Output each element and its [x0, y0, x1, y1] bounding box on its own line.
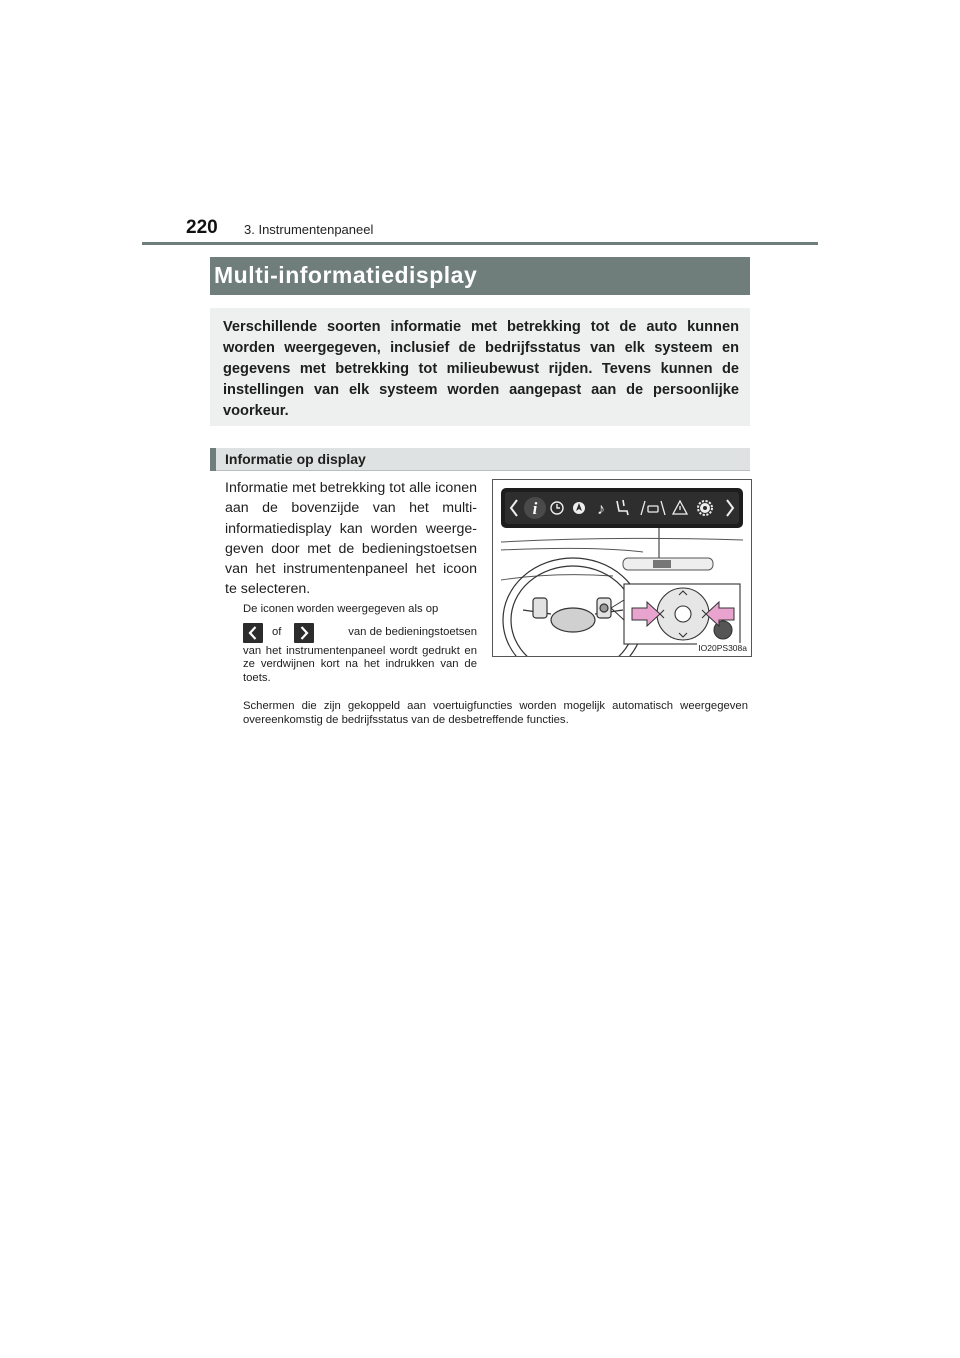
page-title: Multi-informatiedisplay: [214, 262, 478, 288]
chapter-title: 3. Instrumentenpaneel: [244, 222, 374, 237]
note-line-1: De iconen worden weergegeven als op: [243, 603, 439, 615]
page-number: 220: [186, 217, 218, 238]
gear-icon: [698, 501, 712, 515]
note-buttons-line: [243, 622, 477, 644]
intro-text: Verschillende soorten informatie met betrekking tot de auto kunnen worden weergegeven, inclusief de bedrijfsstatus van elk systeem en gegevens met betrekking tot milieubewust rijden. Tevens kunnen de instellingen van elk systeem worden aangepast aan de persoonlijke voorkeur.: [223, 319, 739, 419]
header-rule: [142, 242, 818, 245]
section-heading: Informatie op display: [225, 451, 366, 467]
intro-box: [210, 308, 750, 426]
navigation-icon: [573, 502, 585, 514]
dashboard-outline: [501, 538, 743, 580]
info-icon: i: [532, 499, 538, 518]
section-body: Informatie met betrekking tot alle iconen aan de bovenzijde van het multiinformatiedisplay kan worden weergegeven door met de bedieningstoetsen van het instrumentenpaneel het icoon te selecteren.: [225, 480, 477, 598]
note-after: van de bedieningstoetsen: [348, 625, 477, 638]
section-heading-bar: [210, 448, 750, 471]
figure-label: IO20PS308a: [698, 643, 747, 653]
note-block: [243, 603, 477, 685]
title-bar: [210, 257, 750, 295]
note-or: of: [272, 625, 282, 638]
display-strip: [501, 488, 743, 528]
steering-wheel: [503, 558, 643, 656]
section-accent: [210, 448, 216, 471]
note-2: Schermen die zijn gekoppeld aan voertuigfuncties worden mogelijk automatisch weergegeven overeenkomstig de bedrijfsstatus van de desbetreffende functies.: [243, 700, 748, 726]
music-note-icon: ♪: [597, 501, 605, 518]
note-rest: van het instrumentenpaneel wordt gedrukt en ze verdwijnen kort na het indrukken van de toets.: [243, 644, 477, 684]
dashboard-figure: [492, 479, 752, 657]
left-button-icon: [243, 623, 263, 643]
right-button-icon: [294, 623, 314, 643]
